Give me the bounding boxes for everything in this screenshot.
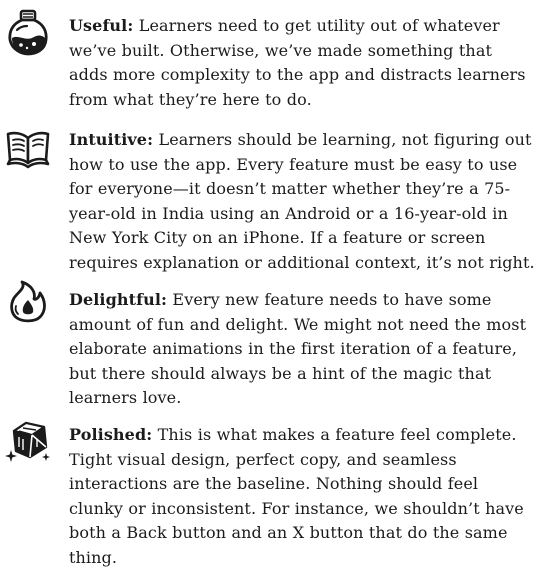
principle-body: This is what makes a feature feel complete. Tight visual design, perfect copy, and seamless interactions are the baseline. Nothing should feel clunky or inconsistent. For instance, we shouldn’t have both a Back button and an X button that do the same thing. bbox=[69, 425, 524, 567]
shiny-gem-icon bbox=[4, 417, 52, 465]
principle-body: Every new feature needs to have some amount of fun and delight. We might not need the most elaborate animations in the first iteration of a feature, but there should always be a hint of the magic that learners love. bbox=[69, 290, 527, 408]
principle-text bbox=[69, 423, 535, 571]
principle-title: Intuitive: bbox=[69, 130, 154, 149]
potion-flask-icon bbox=[4, 8, 52, 56]
open-book-icon bbox=[4, 126, 52, 174]
principle-body: Learners need to get utility out of whatever we’ve built. Otherwise, we’ve made something that adds more complexity to the app and distracts learners from what they’re here to do. bbox=[69, 16, 526, 109]
principle-title: Delightful: bbox=[69, 290, 168, 309]
principle-text bbox=[69, 14, 535, 112]
principle-title: Polished: bbox=[69, 425, 153, 444]
principle-title: Useful: bbox=[69, 16, 134, 35]
principle-text bbox=[69, 128, 535, 276]
flame-icon bbox=[4, 276, 52, 324]
principle-body: Learners should be learning, not figuring out how to use the app. Every feature must be easy to use for everyone—it doesn’t matter whether they’re a 75-year-old in India using an Android or a 16-year-old in New York City on an iPhone. If a feature or screen requires explanation or additional context, it’s not right. bbox=[69, 130, 535, 272]
principle-text bbox=[69, 288, 535, 411]
